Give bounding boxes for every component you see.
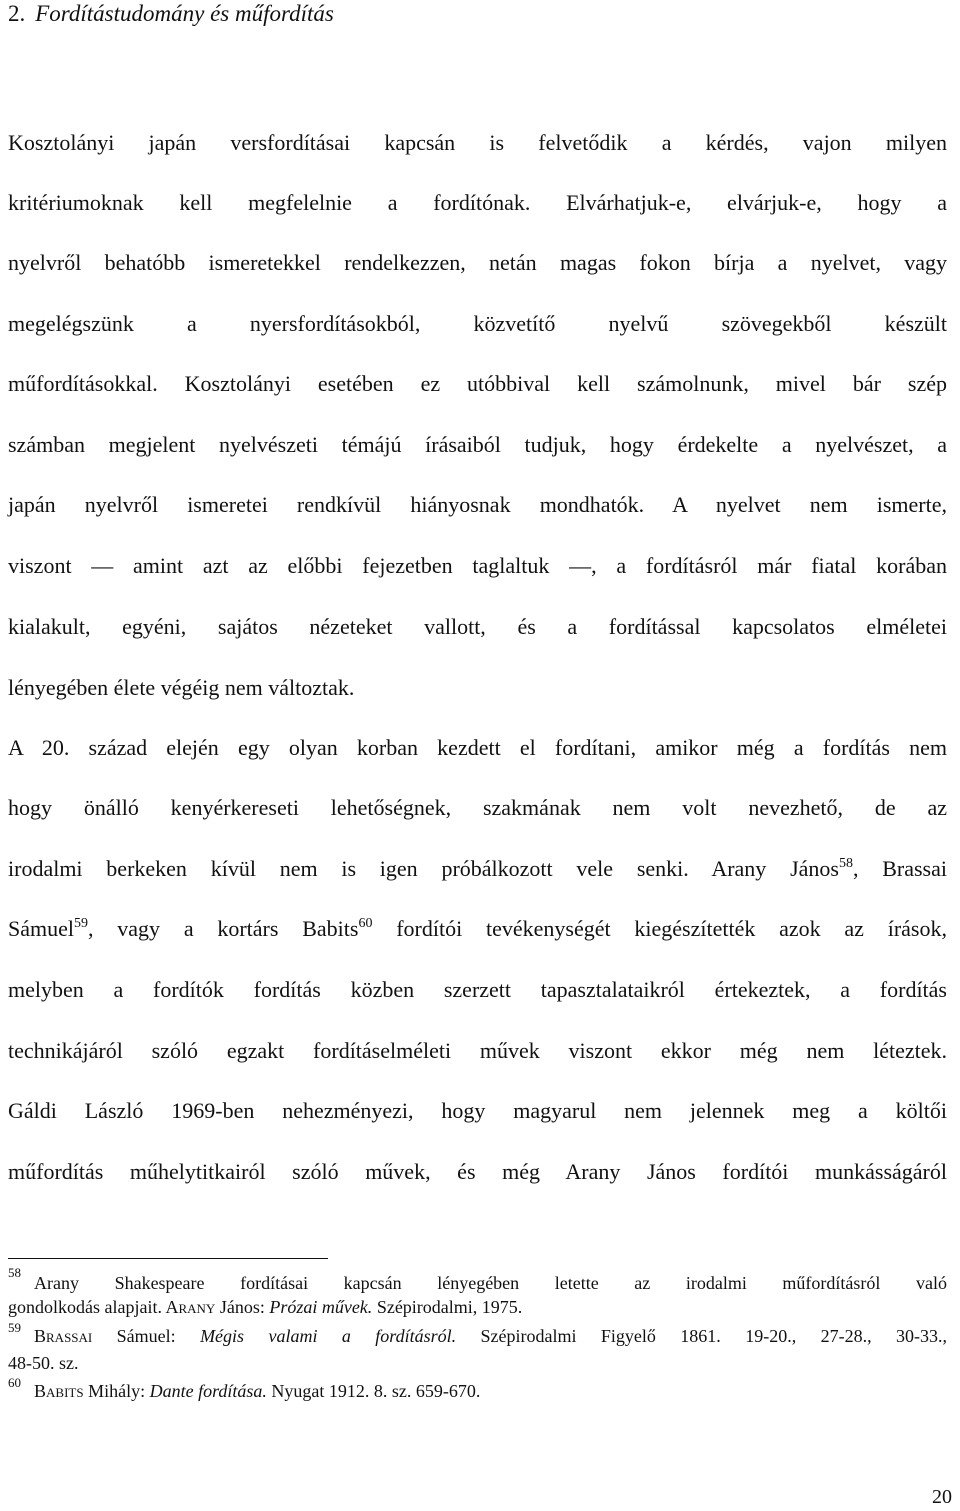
page-number: 20 [932, 1486, 952, 1508]
footnote-ref-60: 60 [358, 916, 373, 931]
body-line: műfordításokkal. Kosztolányi esetében ez utóbbival kell számolnunk, mivel bár szép [8, 371, 947, 396]
body-line: megelégszünk a nyersfordításokból, közvetítő nyelvű szövegekből készült [8, 311, 947, 336]
footnote-ref-59: 59 [74, 916, 88, 931]
footnote-separator [8, 1258, 328, 1259]
body-line: lényegében élete végéig nem változtak. [8, 675, 355, 700]
body-line: melyben a fordítók fordítás közben szerzett tapasztalataikról értekeztek, a fordítás [8, 977, 947, 1002]
footnote-60: 60 Babits Mihály: Dante fordítása. Nyugat 1912. 8. sz. 659-670. [8, 1380, 947, 1404]
body-line: kialakult, egyéni, sajátos nézeteket vallott, és a fordítással kapcsolatos elméletei [8, 614, 947, 639]
footnote-ref-58: 58 [838, 856, 853, 871]
footnote-58-cont: gondolkodás alapjait. Arany János: Prózai művek. Szépirodalmi, 1975. [8, 1297, 523, 1317]
body-line-with-footnote: irodalmi berkeken kívül nem is igen próbálkozott vele senki. Arany János$^{58}$, Brassai [8, 856, 947, 881]
section-title: Fordítástudomány és műfordítás [35, 1, 334, 26]
footnote-number: 59 [8, 1320, 21, 1335]
body-line: Kosztolányi japán versfordításai kapcsán is felvetődik a kérdés, vajon milyen [8, 130, 947, 155]
section-heading [8, 0, 334, 28]
body-line-with-footnotes: Sámuel$^{59}$, vagy a kortárs Babits$^{60}$ fordítói tevékenységét kiegészítették azok az írások, [8, 916, 947, 941]
footnote-number: 60 [8, 1375, 21, 1390]
section-number: 2. [8, 1, 26, 26]
body-line: kritériumoknak kell megfelelnie a fordítónak. Elvárhatjuk-e, elvárjuk-e, hogy a [8, 190, 947, 215]
body-line: nyelvről behatóbb ismeretekkel rendelkezzen, netán magas fokon bírja a nyelvet, vagy [8, 250, 947, 275]
footnote-59: 59 Brassai Sámuel: Mégis valami a fordításról. Szépirodalmi Figyelő 1861. 19-20., 27-28., 30-33., [8, 1325, 947, 1349]
footnote-58: 58Arany Shakespeare fordításai kapcsán lényegében letette az irodalmi műfordításról való [8, 1272, 947, 1294]
body-line: technikájáról szóló egzakt fordításelméleti művek viszont ekkor még nem léteztek. [8, 1038, 947, 1063]
body-line: számban megjelent nyelvészeti témájú írásaiból tudjuk, hogy érdekelte a nyelvészet, a [8, 432, 947, 457]
body-line: japán nyelvről ismeretei rendkívül hiányosnak mondhatók. A nyelvet nem ismerte, [8, 492, 947, 517]
body-line: A 20. század elején egy olyan korban kezdett el fordítani, amikor még a fordítás nem [8, 735, 947, 760]
body-line: műfordítás műhelytitkairól szóló művek, és még Arany János fordítói munkásságáról [8, 1159, 947, 1184]
body-line: hogy önálló kenyérkereseti lehetőségnek, szakmának nem volt nevezhető, de az [8, 795, 947, 820]
body-line: viszont ― amint azt az előbbi fejezetben taglaltuk ―, a fordításról már fiatal korában [8, 553, 947, 578]
footnote-number: 58 [8, 1265, 21, 1280]
footnote-59-cont: 48-50. sz. [8, 1353, 79, 1373]
body-line: Gáldi László 1969-ben nehezményezi, hogy magyarul nem jelennek meg a költői [8, 1098, 947, 1123]
